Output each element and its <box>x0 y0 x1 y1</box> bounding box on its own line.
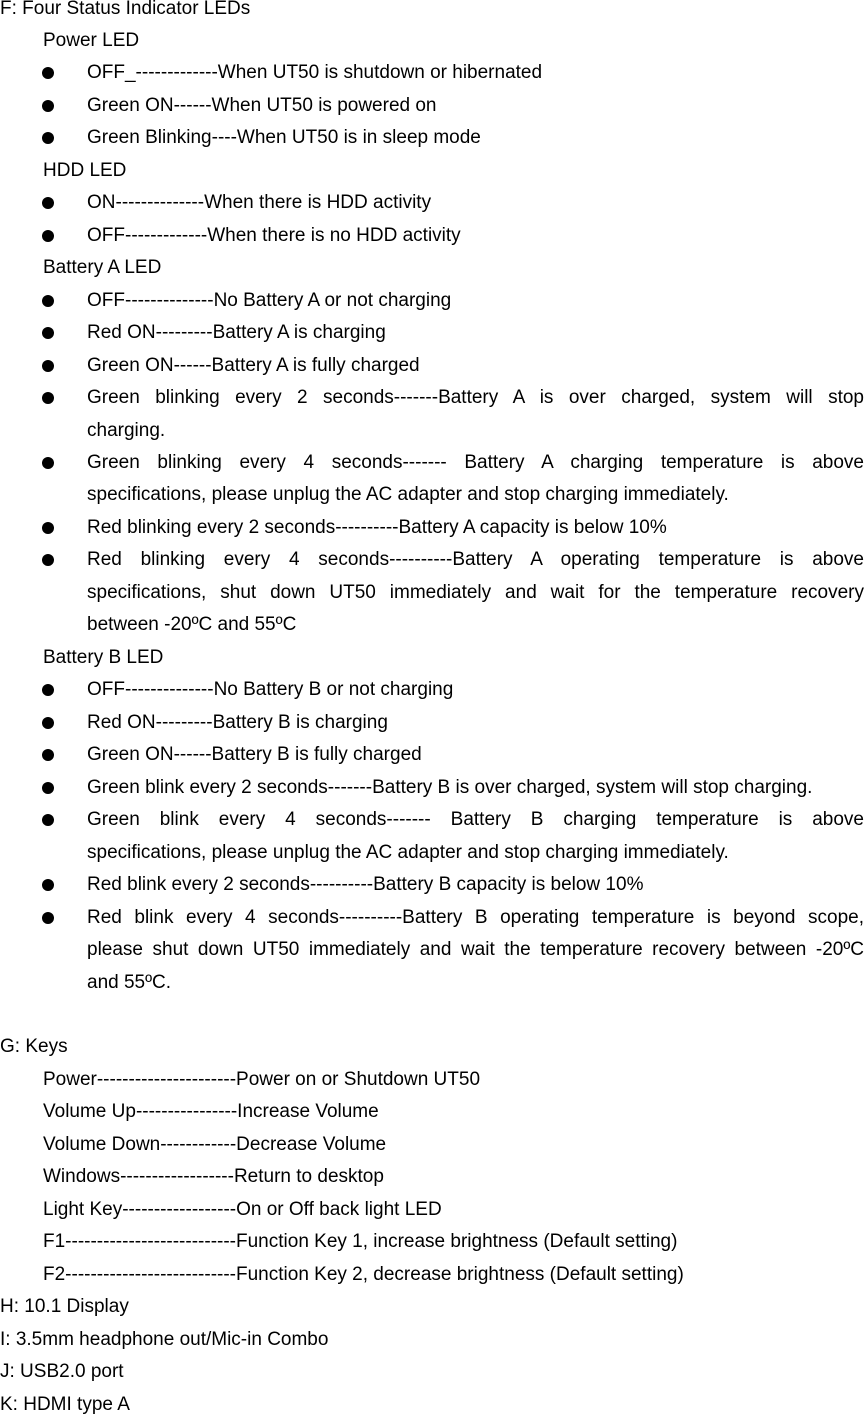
list-item: Red ON---------Battery A is charging <box>0 317 864 350</box>
section-j-title: J: USB2.0 port <box>0 1361 124 1382</box>
list-item: Green blink every 2 seconds-------Battery B is over charged, system will stop charging. <box>0 772 864 805</box>
bullet-icon <box>42 457 54 469</box>
bullet-icon <box>42 879 54 891</box>
list-item: Red ON---------Battery B is charging <box>0 707 864 740</box>
bullet-icon <box>42 67 54 79</box>
key-row-f2: F2---------------------------Function Key 2, decrease brightness (Default setting) <box>43 1264 684 1285</box>
list-item-continuation: charging. <box>87 420 166 441</box>
bullet-icon <box>42 782 54 794</box>
bullet-icon <box>42 100 54 112</box>
bullet-icon <box>42 327 54 339</box>
list-item: OFF_-------------When UT50 is shutdown or hibernated <box>0 57 864 90</box>
bullet-icon <box>42 360 54 372</box>
list-item: Red blinking every 2 seconds----------Battery A capacity is below 10% <box>0 512 864 545</box>
bullet-icon <box>42 197 54 209</box>
bullet-icon <box>42 132 54 144</box>
list-item: Green ON------Battery B is fully charged <box>0 739 864 772</box>
key-row-windows: Windows------------------Return to desktop <box>43 1166 384 1187</box>
section-k-title: K: HDMI type A <box>0 1394 130 1415</box>
key-row-f1: F1---------------------------Function Key 1, increase brightness (Default setting) <box>43 1231 678 1252</box>
list-item: OFF-------------When there is no HDD activity <box>0 220 864 253</box>
list-item-continuation: and 55ºC. <box>87 972 172 993</box>
list-item-continuation: please shut down UT50 immediately and wait the temperature recovery between -20ºC <box>87 939 864 960</box>
list-item: Red blink every 4 seconds----------Battery B operating temperature is beyond scope, <box>0 902 864 935</box>
hdd-led-heading: HDD LED <box>43 160 127 181</box>
list-item-continuation: specifications, shut down UT50 immediately and wait for the temperature recovery <box>87 582 864 603</box>
section-g-title: G: Keys <box>0 1036 68 1057</box>
section-i-title: I: 3.5mm headphone out/Mic-in Combo <box>0 1329 329 1350</box>
list-item: ON--------------When there is HDD activity <box>0 187 864 220</box>
bullet-icon <box>42 522 54 534</box>
list-item-continuation: specifications, please unplug the AC adapter and stop charging immediately. <box>87 484 729 505</box>
key-row-volume-down: Volume Down------------Decrease Volume <box>43 1134 387 1155</box>
list-item: OFF--------------No Battery B or not charging <box>0 674 864 707</box>
list-item-continuation: between -20ºC and 55ºC <box>87 614 297 635</box>
bullet-icon <box>42 230 54 242</box>
bullet-icon <box>42 554 54 566</box>
key-row-power: Power----------------------Power on or Shutdown UT50 <box>43 1069 481 1090</box>
list-item: Green ON------When UT50 is powered on <box>0 90 864 123</box>
list-item: Red blinking every 4 seconds----------Battery A operating temperature is above <box>0 544 864 577</box>
key-row-volume-up: Volume Up----------------Increase Volume <box>43 1101 379 1122</box>
power-led-heading: Power LED <box>43 30 140 51</box>
bullet-icon <box>42 912 54 924</box>
bullet-icon <box>42 392 54 404</box>
list-item: Green blink every 4 seconds------- Battery B charging temperature is above <box>0 804 864 837</box>
bullet-icon <box>42 684 54 696</box>
battery-a-led-heading: Battery A LED <box>43 257 162 278</box>
bullet-icon <box>42 814 54 826</box>
list-item: Green blinking every 2 seconds-------Battery A is over charged, system will stop <box>0 382 864 415</box>
section-f-title: F: Four Status Indicator LEDs <box>0 0 251 19</box>
section-h-title: H: 10.1 Display <box>0 1296 129 1317</box>
list-item: Green Blinking----When UT50 is in sleep mode <box>0 122 864 155</box>
bullet-icon <box>42 717 54 729</box>
battery-b-led-heading: Battery B LED <box>43 647 164 668</box>
list-item: Red blink every 2 seconds----------Battery B capacity is below 10% <box>0 869 864 902</box>
list-item-continuation: specifications, please unplug the AC adapter and stop charging immediately. <box>87 842 729 863</box>
list-item: Green ON------Battery A is fully charged <box>0 350 864 383</box>
bullet-icon <box>42 295 54 307</box>
list-item: OFF--------------No Battery A or not charging <box>0 285 864 318</box>
bullet-icon <box>42 749 54 761</box>
list-item: Green blinking every 4 seconds------- Battery A charging temperature is above <box>0 447 864 480</box>
key-row-light-key: Light Key------------------On or Off back light LED <box>43 1199 442 1220</box>
